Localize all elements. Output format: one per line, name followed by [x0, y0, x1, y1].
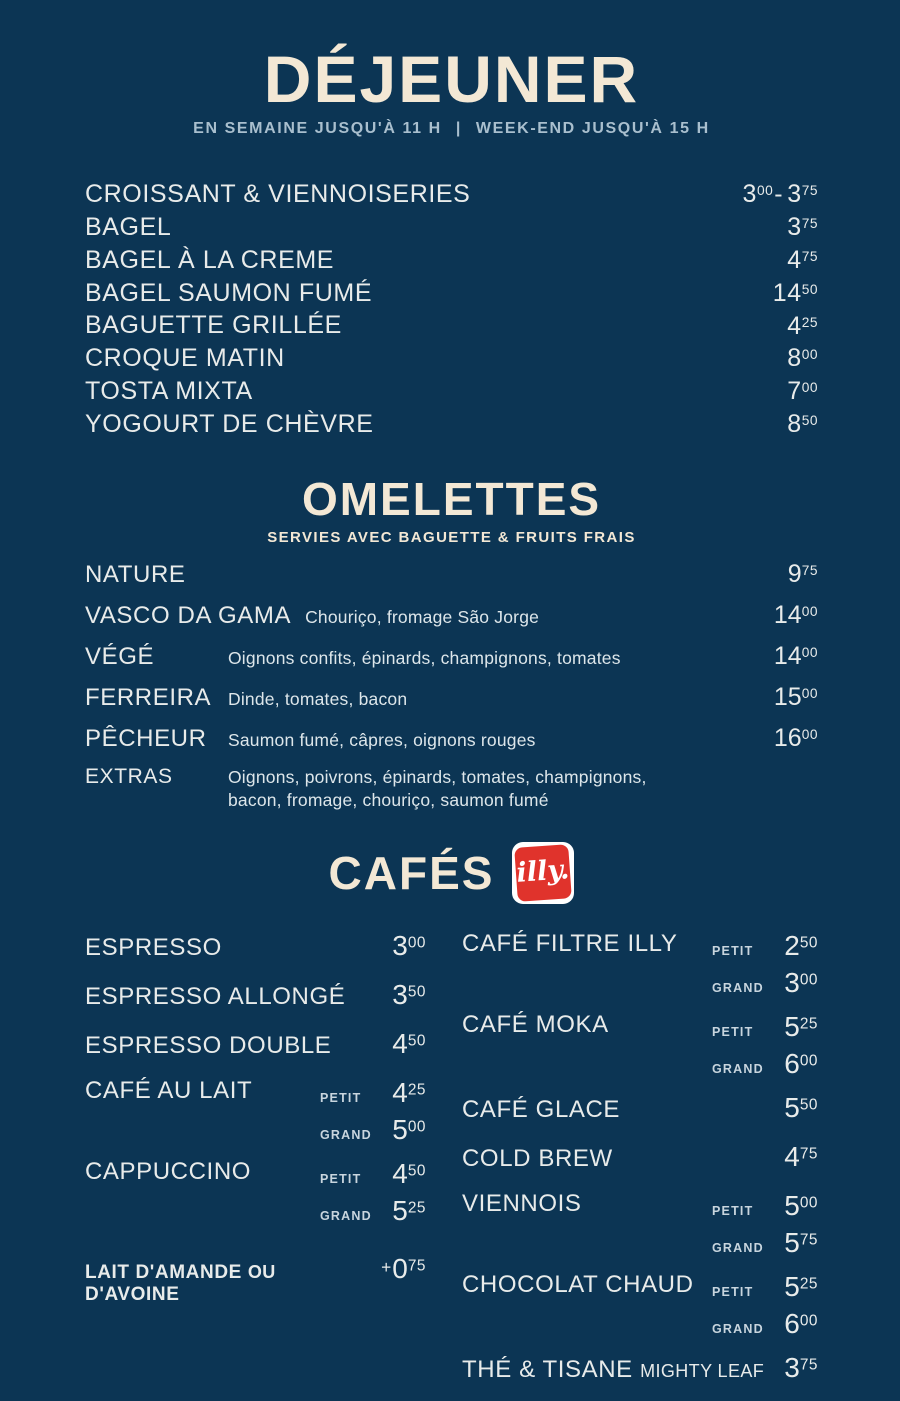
price-main: 9	[787, 560, 802, 588]
item-name: CAFÉ FILTRE ILLY	[462, 930, 678, 957]
size-line-grand	[712, 967, 818, 999]
price-main: 3	[784, 967, 800, 998]
size-label: GRAND	[712, 1322, 764, 1336]
item-name	[462, 1356, 772, 1384]
price-cents: 00	[799, 971, 818, 989]
item-price	[742, 176, 818, 209]
item-price	[784, 967, 818, 999]
price-cents: 00	[756, 183, 774, 198]
item-price	[773, 275, 818, 308]
size-label: GRAND	[712, 1062, 764, 1076]
price-main: 14	[773, 601, 802, 629]
price-cents: 75	[801, 183, 818, 198]
size-line-grand	[320, 1114, 426, 1146]
price-main: 3	[787, 179, 802, 208]
size-label: GRAND	[320, 1128, 372, 1142]
price-cents: 50	[801, 281, 818, 297]
item-name: BAGEL À LA CREME	[85, 245, 335, 274]
price-range-dash: -	[774, 179, 784, 208]
item-price	[784, 1141, 818, 1173]
price-cents: 00	[407, 1118, 426, 1136]
price-cents: 50	[407, 1162, 426, 1180]
cafe-item	[462, 1092, 818, 1124]
item-name: CAFÉ MOKA	[462, 1011, 609, 1038]
section-subtitle: SERVIES AVEC BAGUETTE & FRUITS FRAIS	[267, 529, 636, 546]
price-main: 5	[392, 1195, 408, 1226]
size-line-grand	[712, 1048, 818, 1080]
item-name: ESPRESSO	[85, 934, 222, 961]
price-main: 8	[787, 344, 802, 373]
cafe-item	[85, 979, 426, 1011]
menu-item	[85, 724, 818, 753]
size-line-petit	[712, 1271, 818, 1303]
size-line-petit	[712, 930, 818, 962]
item-price	[762, 683, 818, 712]
item-price	[392, 1195, 426, 1227]
size-label: GRAND	[712, 1241, 764, 1255]
price-cents: 75	[801, 563, 818, 579]
omelettes-list	[85, 560, 818, 812]
item-price	[787, 209, 818, 242]
price-main: 5	[784, 1190, 800, 1221]
item-description: Oignons, poivrons, épinards, tomates, champignons, bacon, fromage, chouriço, saumon fumé	[228, 767, 647, 810]
item-name-part: D'AVOINE	[85, 1284, 180, 1305]
item-price	[784, 1308, 818, 1340]
item-price	[392, 1158, 426, 1190]
price-cents: 00	[801, 380, 818, 396]
price-cents: 00	[801, 686, 818, 702]
price-cents: 75	[407, 1257, 426, 1275]
price-main: 4	[392, 1158, 408, 1189]
dejeuner-section	[85, 176, 818, 439]
menu-item	[85, 209, 818, 242]
cafe-item	[462, 930, 818, 999]
price-main: 3	[787, 212, 802, 241]
menu-item	[85, 601, 818, 630]
item-price	[787, 308, 818, 341]
price-cents: 75	[801, 248, 818, 264]
item-name-part: LAIT D'AMANDE	[85, 1262, 242, 1283]
price-main: 5	[392, 1114, 408, 1145]
item-price	[787, 373, 818, 406]
item-price	[392, 1028, 426, 1060]
item-price	[784, 1271, 818, 1303]
price-main: 4	[787, 245, 802, 274]
menu-item	[85, 560, 818, 589]
size-label: GRAND	[712, 981, 764, 995]
item-price	[392, 930, 426, 962]
price-cents: 25	[407, 1081, 426, 1099]
item-price	[784, 1190, 818, 1222]
section-title: CAFÉS	[328, 847, 495, 899]
size-label: GRAND	[320, 1209, 372, 1223]
size-price-block	[712, 930, 818, 999]
cafes-section	[85, 842, 818, 1401]
size-line-petit	[320, 1158, 426, 1190]
cafes-right-column	[462, 930, 818, 1401]
price-plus-sign: +	[381, 1257, 392, 1278]
menu-item	[85, 406, 818, 439]
price-main: 4	[392, 1077, 408, 1108]
size-line-grand	[712, 1227, 818, 1259]
price-cents: 00	[801, 727, 818, 743]
price-main: 3	[784, 1352, 800, 1383]
menu-item	[85, 373, 818, 406]
item-name: ESPRESSO ALLONGÉ	[85, 983, 346, 1010]
price-main: 4	[392, 1028, 408, 1059]
page-title: DÉJEUNER	[263, 42, 640, 116]
size-line-petit	[712, 1190, 818, 1222]
item-price	[776, 560, 818, 589]
item-description: Dinde, tomates, bacon	[228, 689, 408, 709]
item-name: VÉGÉ	[85, 643, 155, 670]
price-cents: 00	[799, 1194, 818, 1212]
price-main: 4	[784, 1141, 800, 1172]
menu-item	[85, 642, 818, 671]
price-cents: 75	[799, 1145, 818, 1163]
item-name: BAGEL	[85, 212, 172, 241]
price-cents: 50	[799, 934, 818, 952]
price-main: 7	[787, 377, 802, 406]
price-cents: 50	[799, 1096, 818, 1114]
omelettes-header	[85, 473, 818, 546]
item-price	[392, 1077, 426, 1109]
cafes-left-column	[85, 930, 426, 1401]
item-name-part: THÉ & TISANE	[462, 1356, 633, 1383]
price-main: 4	[787, 311, 802, 340]
menu-item-extras	[85, 765, 818, 812]
item-name: CAFÉ GLACE	[462, 1096, 621, 1123]
size-line-petit	[712, 1011, 818, 1043]
size-price-block	[712, 1190, 818, 1259]
size-label: PETIT	[712, 944, 754, 958]
price-cents: 25	[801, 314, 818, 330]
item-name: PÊCHEUR	[85, 725, 207, 752]
price-cents: 25	[799, 1275, 818, 1293]
item-price	[787, 242, 818, 275]
item-name	[85, 1262, 381, 1306]
item-name: CHOCOLAT CHAUD	[462, 1271, 694, 1298]
price-main: 5	[784, 1092, 800, 1123]
price-main: 16	[773, 724, 802, 752]
item-description: Chouriço, fromage São Jorge	[305, 607, 540, 627]
item-price	[784, 1011, 818, 1043]
price-cents: 75	[799, 1231, 818, 1249]
item-name: CROQUE MATIN	[85, 344, 285, 373]
price-cents: 75	[801, 215, 818, 231]
item-name: FERREIRA	[85, 684, 212, 711]
item-price	[784, 1092, 818, 1124]
item-name: YOGOURT DE CHÈVRE	[85, 410, 374, 438]
price-main: 6	[784, 1308, 800, 1339]
item-name: EXTRAS	[85, 765, 173, 788]
item-price	[392, 1114, 426, 1146]
price-main: 5	[784, 1227, 800, 1258]
price-cents: 25	[799, 1015, 818, 1033]
price-cents: 25	[407, 1199, 426, 1217]
price-main: 14	[773, 642, 802, 670]
section-title: OMELETTES	[301, 473, 602, 525]
item-name: NATURE	[85, 561, 186, 588]
size-line-grand	[712, 1308, 818, 1340]
item-name: VASCO DA GAMA	[85, 602, 292, 629]
illy-logo-text: illy.	[515, 844, 573, 902]
price-main: 14	[772, 278, 802, 307]
hours-weekday: EN SEMAINE JUSQU'À 11 H	[193, 120, 442, 137]
cafe-item	[85, 1028, 426, 1060]
illy-logo	[512, 842, 574, 904]
cafe-item	[85, 930, 426, 962]
item-price	[762, 724, 818, 753]
hours-weekend: WEEK-END JUSQU'À 15 H	[475, 120, 710, 137]
size-line-petit	[320, 1077, 426, 1109]
item-name-brand: MIGHTY LEAF	[640, 1361, 765, 1381]
size-label: PETIT	[320, 1172, 362, 1186]
item-price	[392, 979, 426, 1011]
size-price-block	[712, 1011, 818, 1080]
size-price-block	[320, 1158, 426, 1227]
menu-item	[85, 683, 818, 712]
cafe-item	[462, 1352, 818, 1384]
price-cents: 50	[801, 413, 818, 429]
item-description: Oignons confits, épinards, champignons, tomates	[228, 648, 621, 668]
price-main: 2	[784, 930, 800, 961]
item-name: BAGUETTE GRILLÉE	[85, 311, 342, 340]
cafe-item-milk-option	[85, 1253, 426, 1306]
menu-header	[85, 44, 818, 138]
item-price	[381, 1253, 426, 1285]
price-cents: 00	[407, 934, 426, 952]
item-name: ESPRESSO DOUBLE	[85, 1032, 332, 1059]
size-label: PETIT	[320, 1091, 362, 1105]
item-price	[762, 601, 818, 630]
menu-hours	[85, 120, 818, 138]
size-price-block	[712, 1271, 818, 1340]
price-main: 5	[784, 1271, 800, 1302]
price-main: 3	[742, 179, 757, 208]
price-cents: 50	[407, 1032, 426, 1050]
cafe-item	[462, 1141, 818, 1173]
price-cents: 00	[799, 1312, 818, 1330]
price-main: 8	[787, 410, 802, 438]
price-main: 15	[773, 683, 802, 711]
size-label: PETIT	[712, 1204, 754, 1218]
menu-item	[85, 340, 818, 373]
item-price	[784, 930, 818, 962]
column-gap	[426, 930, 462, 1401]
item-price	[762, 642, 818, 671]
cafe-item	[85, 1158, 426, 1227]
price-cents: 00	[799, 1052, 818, 1070]
price-cents: 00	[801, 604, 818, 620]
size-line-grand	[320, 1195, 426, 1227]
item-price	[784, 1227, 818, 1259]
price-cents: 00	[801, 645, 818, 661]
cafe-item	[85, 1077, 426, 1146]
item-description: Saumon fumé, câpres, oignons rouges	[228, 730, 536, 750]
price-main: 6	[784, 1048, 800, 1079]
item-name: CROISSANT & VIENNOISERIES	[85, 179, 471, 208]
item-price	[787, 340, 818, 373]
price-cents: 00	[801, 347, 818, 363]
item-name: BAGEL SAUMON FUMÉ	[85, 278, 373, 307]
size-label: PETIT	[712, 1025, 754, 1039]
price-main: 3	[392, 979, 408, 1010]
size-label: PETIT	[712, 1285, 754, 1299]
price-cents: 50	[407, 983, 426, 1001]
cafes-header	[85, 842, 818, 904]
menu-item	[85, 308, 818, 341]
item-price	[784, 1352, 818, 1384]
menu-item	[85, 176, 818, 209]
size-price-block	[320, 1077, 426, 1146]
price-main: 5	[784, 1011, 800, 1042]
price-cents: 75	[799, 1356, 818, 1374]
menu-item	[85, 275, 818, 308]
item-price	[784, 1048, 818, 1080]
item-name: CAFÉ AU LAIT	[85, 1077, 253, 1104]
item-name: COLD BREW	[462, 1145, 613, 1172]
cafes-columns	[85, 930, 818, 1401]
item-name: CAPPUCCINO	[85, 1158, 252, 1185]
hours-separator: |	[455, 120, 462, 137]
omelettes-section	[85, 473, 818, 812]
menu-item	[85, 242, 818, 275]
cafe-item	[462, 1011, 818, 1080]
price-main: 0	[392, 1253, 408, 1284]
item-name: TOSTA MIXTA	[85, 377, 253, 406]
item-name: VIENNOIS	[462, 1190, 582, 1217]
price-main: 3	[392, 930, 408, 961]
cafe-item	[462, 1190, 818, 1259]
item-price	[787, 406, 818, 439]
cafe-item	[462, 1271, 818, 1340]
item-name-connector: OU	[247, 1262, 276, 1282]
